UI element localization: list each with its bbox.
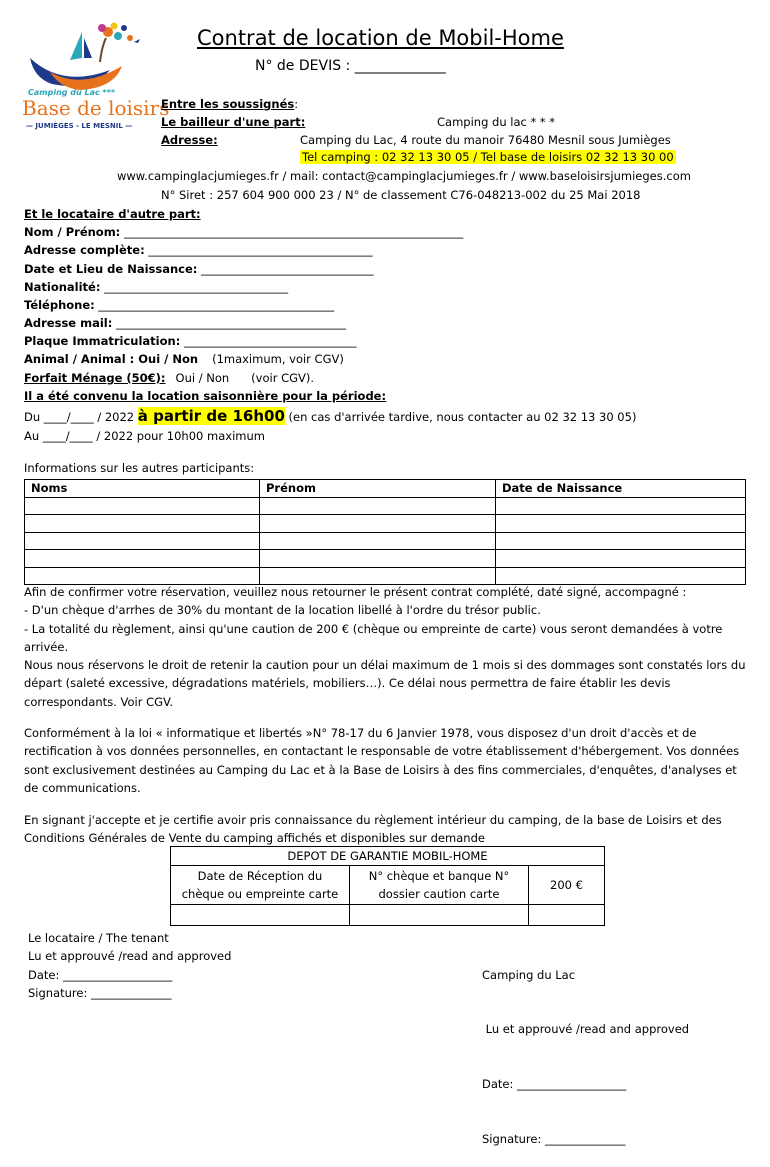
depot-col-reception: Date de Réception du chèque ou empreinte carte — [171, 866, 350, 905]
locataire-heading: Et le locataire d'autre part: — [24, 207, 201, 221]
naissance-field[interactable]: Date et Lieu de Naissance: ______________________________ — [24, 262, 374, 276]
depot-table — [170, 846, 605, 926]
table-cell[interactable] — [260, 515, 496, 533]
depot-title-row — [171, 847, 605, 866]
nom-field[interactable]: Nom / Prénom: ___________________________________________________________ — [24, 225, 464, 239]
table-row — [25, 550, 746, 568]
table-cell[interactable] — [529, 905, 605, 926]
page-title: Contrat de location de Mobil-Home — [197, 26, 564, 50]
conditions-p1: Afin de confirmer votre réservation, veuillez nous retourner le présent contrat complété, daté signé, accompagné : — [24, 585, 687, 599]
camping-approved: Lu et approuvé /read and approved — [482, 1022, 690, 1037]
table-row — [25, 567, 746, 585]
logo-sub: — JUMIÈGES - LE MESNIL — — [26, 122, 133, 130]
animal-field[interactable]: Animal / Animal : Oui / Non (1maximum, voir CGV) — [24, 352, 344, 366]
forfait-field[interactable]: Forfait Ménage (50€): Oui / Non (voir CGV). — [24, 371, 315, 385]
conditions-block — [24, 583, 749, 711]
tenant-label: Le locataire / The tenant — [28, 931, 169, 945]
header-noms: Noms — [25, 480, 260, 498]
telephone-highlight: Tel camping : 02 32 13 30 05 / Tel base de loisirs 02 32 13 30 00 — [302, 150, 674, 164]
logo-top-text: Camping du Lac *** — [28, 88, 116, 97]
conditions-p4: Nous nous réservons le droit de retenir la caution pour un délai maximum de 1 mois si des dommages sont constatés lors du départ (saleté excessive, dégradations matériels, mobiliers…). Ce délai nous permettra de faire établir les devis correspondants. Voir CGV. — [24, 658, 746, 709]
table-row — [25, 532, 746, 550]
table-cell[interactable] — [496, 497, 746, 515]
table-cell[interactable] — [25, 497, 260, 515]
web-contact: www.campinglacjumieges.fr / mail: contact@campinglacjumieges.fr / www.baseloisirsjumieges.com — [117, 169, 691, 183]
table-cell[interactable] — [350, 905, 529, 926]
table-header-row — [25, 480, 746, 498]
nationalite-field[interactable]: Nationalité: ________________________________ — [24, 280, 289, 294]
tenant-approved: Lu et approuvé /read and approved — [28, 949, 232, 964]
depot-col-cheque: N° chèque et banque N° dossier caution carte — [350, 866, 529, 905]
date-du-field[interactable]: Du ____/____ / 2022 à partir de 16h00 (en cas d'arrivée tardive, nous contacter au 02 32 13 30 05) — [24, 407, 637, 425]
tenant-signature-field[interactable]: Signature: ______________ — [28, 985, 172, 1000]
table-cell[interactable] — [260, 532, 496, 550]
mail-field[interactable]: Adresse mail: ________________________________________ — [24, 316, 346, 330]
table-cell[interactable] — [260, 567, 496, 585]
table-cell[interactable] — [260, 550, 496, 568]
table-cell[interactable] — [25, 515, 260, 533]
depot-header-row — [171, 866, 605, 905]
siret-line: N° Siret : 257 604 900 000 23 / N° de classement C76-048213-002 du 25 Mai 2018 — [161, 188, 641, 202]
table-cell[interactable] — [496, 515, 746, 533]
signature-camping — [482, 929, 689, 1167]
adresse-field[interactable]: Adresse complète: _______________________________________ — [24, 243, 373, 257]
rgpd-paragraph: Conformément à la loi « informatique et libertés »N° 78-17 du 6 Janvier 1978, vous disposez d'un droit d'accès et de rectification à vos données personnelles, en contactant le responsable de votre établissement d'hébergement. Vos données sont exclusivement destinées au Camping du Lac et à la Base de Loisirs à des fins commerciales, d'enquêtes, d'analyses et de communications. — [24, 726, 740, 795]
camping-label: Camping du Lac — [482, 967, 576, 982]
camping-logo — [22, 18, 170, 136]
devis-number: N° de DEVIS : _____________ — [255, 58, 446, 74]
telephone-field[interactable]: Téléphone: _________________________________________ — [24, 298, 335, 312]
table-cell[interactable] — [171, 905, 350, 926]
table-cell[interactable] — [496, 567, 746, 585]
acceptance-paragraph: En signant j'accepte et je certifie avoir pris connaissance du règlement intérieur du camping, de la base de Loisirs et des Conditions Générales de Vente du camping affichés et disponibles sur demande — [24, 813, 722, 846]
adresse-label: Adresse: — [161, 133, 218, 147]
logo-name: Base de loisirs — [22, 96, 170, 120]
header-date-naissance: Date de Naissance — [496, 480, 746, 498]
arrival-time-highlight: à partir de 16h00 — [137, 407, 285, 425]
table-row — [171, 905, 605, 926]
adresse-value: Camping du Lac, 4 route du manoir 76480 Mesnil sous Jumièges — [300, 133, 671, 147]
soussignes-heading: Entre les soussignés: — [161, 97, 299, 111]
table-row — [25, 515, 746, 533]
table-cell[interactable] — [25, 532, 260, 550]
camping-date-field[interactable]: Date: ___________________ — [482, 1077, 627, 1092]
table-cell[interactable] — [260, 497, 496, 515]
participants-table — [24, 479, 746, 585]
table-row — [25, 497, 746, 515]
header-prenom: Prénom — [260, 480, 496, 498]
camping-signature-field[interactable]: Signature: ______________ — [482, 1132, 626, 1147]
conditions-p2: - D'un chèque d'arrhes de 30% du montant de la location libellé à l'ordre du trésor public. — [24, 603, 541, 618]
signature-tenant — [28, 929, 231, 1002]
table-cell[interactable] — [496, 532, 746, 550]
participants-intro: Informations sur les autres participants: — [24, 461, 255, 475]
plaque-field[interactable]: Plaque Immatriculation: ______________________________ — [24, 334, 357, 348]
depot-title: DEPOT DE GARANTIE MOBIL-HOME — [171, 847, 605, 866]
periode-heading: Il a été convenu la location saisonnière pour la période: — [24, 389, 387, 403]
depot-amount: 200 € — [529, 866, 605, 905]
table-cell[interactable] — [25, 550, 260, 568]
bailleur-value: Camping du lac * * * — [437, 115, 556, 129]
conditions-p3: - La totalité du règlement, ainsi qu'une caution de 200 € (chèque ou empreinte de carte) vous seront demandées à votre arrivée. — [24, 621, 723, 654]
table-cell[interactable] — [496, 550, 746, 568]
tenant-date-field[interactable]: Date: ___________________ — [28, 967, 173, 982]
date-au-field[interactable]: Au ____/____ / 2022 pour 10h00 maximum — [24, 429, 265, 443]
table-cell[interactable] — [25, 567, 260, 585]
bailleur-label: Le bailleur d'une part: — [161, 115, 306, 129]
